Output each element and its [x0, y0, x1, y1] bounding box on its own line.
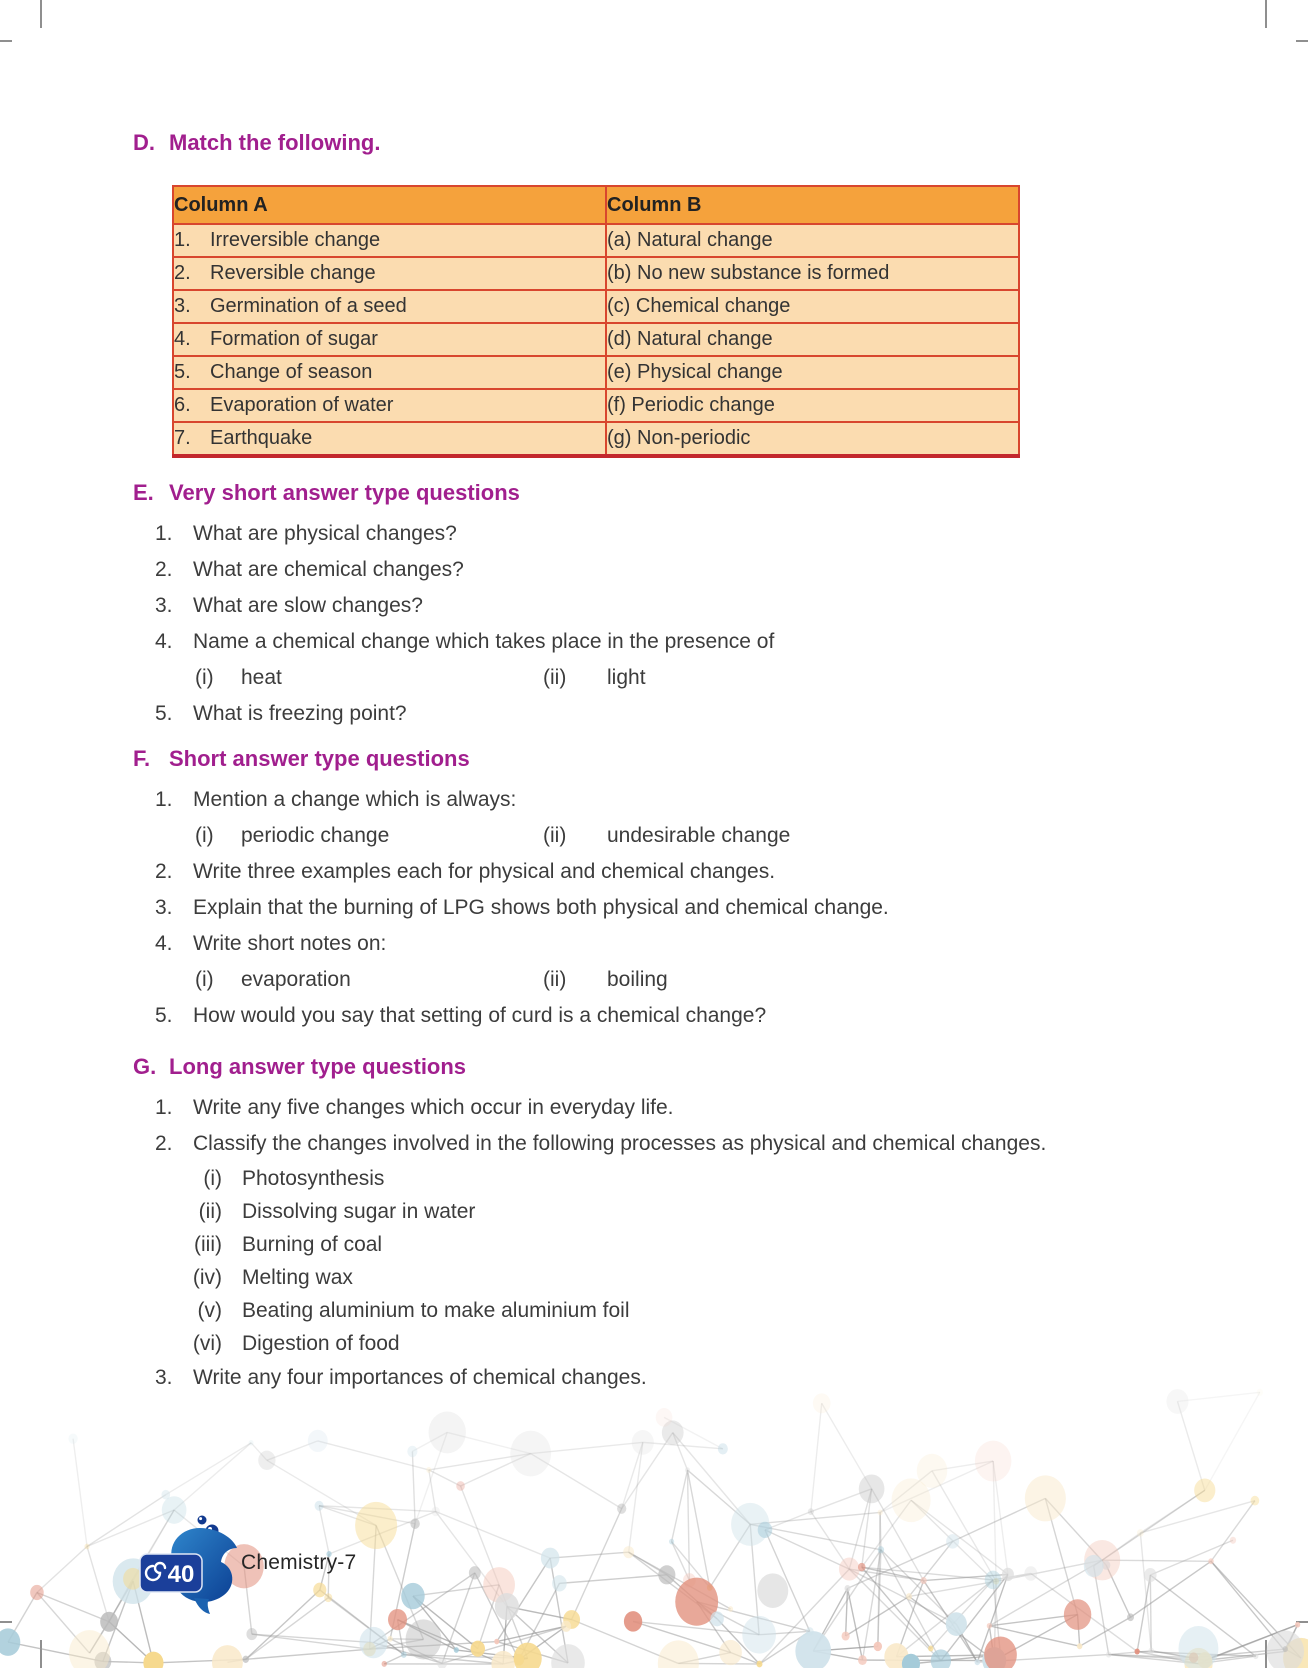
- match-cell-b: (e) Physical change: [606, 356, 1019, 389]
- question-subitem: (iii) Burning of coal: [194, 1233, 383, 1256]
- question-item: 1. What are physical changes?: [155, 522, 457, 545]
- fish-fin: [194, 1598, 210, 1614]
- match-cell-a: Evaporation of water: [210, 394, 394, 416]
- section-heading-g: [133, 1054, 1193, 1080]
- table-header-row: [173, 186, 1019, 224]
- table-row: [173, 290, 1019, 323]
- table-row: [173, 257, 1019, 290]
- column-b-header: Column B: [606, 186, 1019, 224]
- match-cell-a: Change of season: [210, 361, 373, 383]
- match-cell-b: (d) Natural change: [606, 323, 1019, 356]
- question-subitems: (i) periodic change (ii) undesirable change: [195, 824, 791, 847]
- row-number: 4.: [174, 328, 191, 350]
- section-letter: G.: [133, 1054, 157, 1079]
- table-row: [173, 389, 1019, 422]
- match-cell-a: Earthquake: [210, 427, 313, 449]
- row-number: 7.: [174, 427, 191, 449]
- question-subitems: (i) evaporation (ii) boiling: [195, 968, 668, 991]
- question-item: 2. Write three examples each for physical and chemical changes.: [155, 860, 776, 883]
- question-subitem: (v) Beating aluminium to make aluminium foil: [197, 1299, 630, 1322]
- question-subitem: (i) Photosynthesis: [203, 1167, 385, 1190]
- crop-mark: [1296, 40, 1308, 42]
- match-cell-b: (g) Non-periodic: [606, 422, 1019, 456]
- match-cell-a: Formation of sugar: [210, 328, 378, 350]
- table-row: [173, 224, 1019, 257]
- question-item: 5. How would you say that setting of curd is a chemical change?: [155, 1004, 767, 1027]
- question-item: 4. Name a chemical change which takes place in the presence of: [155, 630, 775, 653]
- section-heading-e: [133, 480, 1193, 506]
- match-the-following-table: [172, 185, 1020, 458]
- question-item: 3. What are slow changes?: [155, 594, 423, 617]
- question-item: 5. What is freezing point?: [155, 702, 407, 725]
- table-row: [173, 422, 1019, 456]
- match-cell-b: (f) Periodic change: [606, 389, 1019, 422]
- question-item: 1. Mention a change which is always:: [155, 788, 517, 811]
- row-number: 5.: [174, 361, 191, 383]
- section-title: Match the following.: [169, 130, 381, 155]
- question-item: 2. Classify the changes involved in the following processes as physical and chemical changes.: [155, 1132, 1047, 1155]
- section-heading-f: [133, 746, 1193, 772]
- question-item: 3. Write any four importances of chemical changes.: [155, 1366, 647, 1389]
- row-number: 2.: [174, 262, 191, 284]
- page-number-badge: [138, 1498, 248, 1623]
- page-content: [133, 130, 1193, 1396]
- question-subitem: (ii) Dissolving sugar in water: [198, 1200, 476, 1223]
- match-cell-a: Irreversible change: [210, 229, 381, 251]
- section-title: Very short answer type questions: [169, 480, 520, 505]
- section-letter: D.: [133, 130, 155, 155]
- table-row: [173, 356, 1019, 389]
- footer-book-title: Chemistry-7: [241, 1551, 357, 1574]
- crop-mark: [1265, 0, 1267, 28]
- question-subitem: (vi) Digestion of food: [192, 1332, 400, 1355]
- match-cell-b: (b) No new substance is formed: [606, 257, 1019, 290]
- match-cell-b: (a) Natural change: [606, 224, 1019, 257]
- table-row: [173, 323, 1019, 356]
- crop-mark: [40, 0, 42, 28]
- section-title: Long answer type questions: [169, 1054, 467, 1079]
- question-item: 1. Write any five changes which occur in everyday life.: [155, 1096, 674, 1119]
- crop-mark: [0, 40, 12, 42]
- row-number: 3.: [174, 295, 191, 317]
- question-subitems: (i) heat (ii) light: [195, 666, 646, 689]
- question-item: 4. Write short notes on:: [155, 932, 387, 955]
- question-item: 2. What are chemical changes?: [155, 558, 464, 581]
- section-heading-d: [133, 130, 1193, 156]
- match-cell-a: Reversible change: [210, 262, 376, 284]
- question-item: 3. Explain that the burning of LPG shows both physical and chemical change.: [155, 896, 889, 919]
- match-cell-b: (c) Chemical change: [606, 290, 1019, 323]
- row-number: 1.: [174, 229, 191, 251]
- page-number: 40: [167, 1561, 195, 1588]
- section-letter: F.: [133, 746, 151, 771]
- row-number: 6.: [174, 394, 191, 416]
- section-letter: E.: [133, 480, 154, 505]
- column-a-header: Column A: [173, 186, 606, 224]
- match-cell-a: Germination of a seed: [210, 295, 407, 317]
- question-subitem: (iv) Melting wax: [192, 1266, 353, 1289]
- section-title: Short answer type questions: [169, 746, 470, 771]
